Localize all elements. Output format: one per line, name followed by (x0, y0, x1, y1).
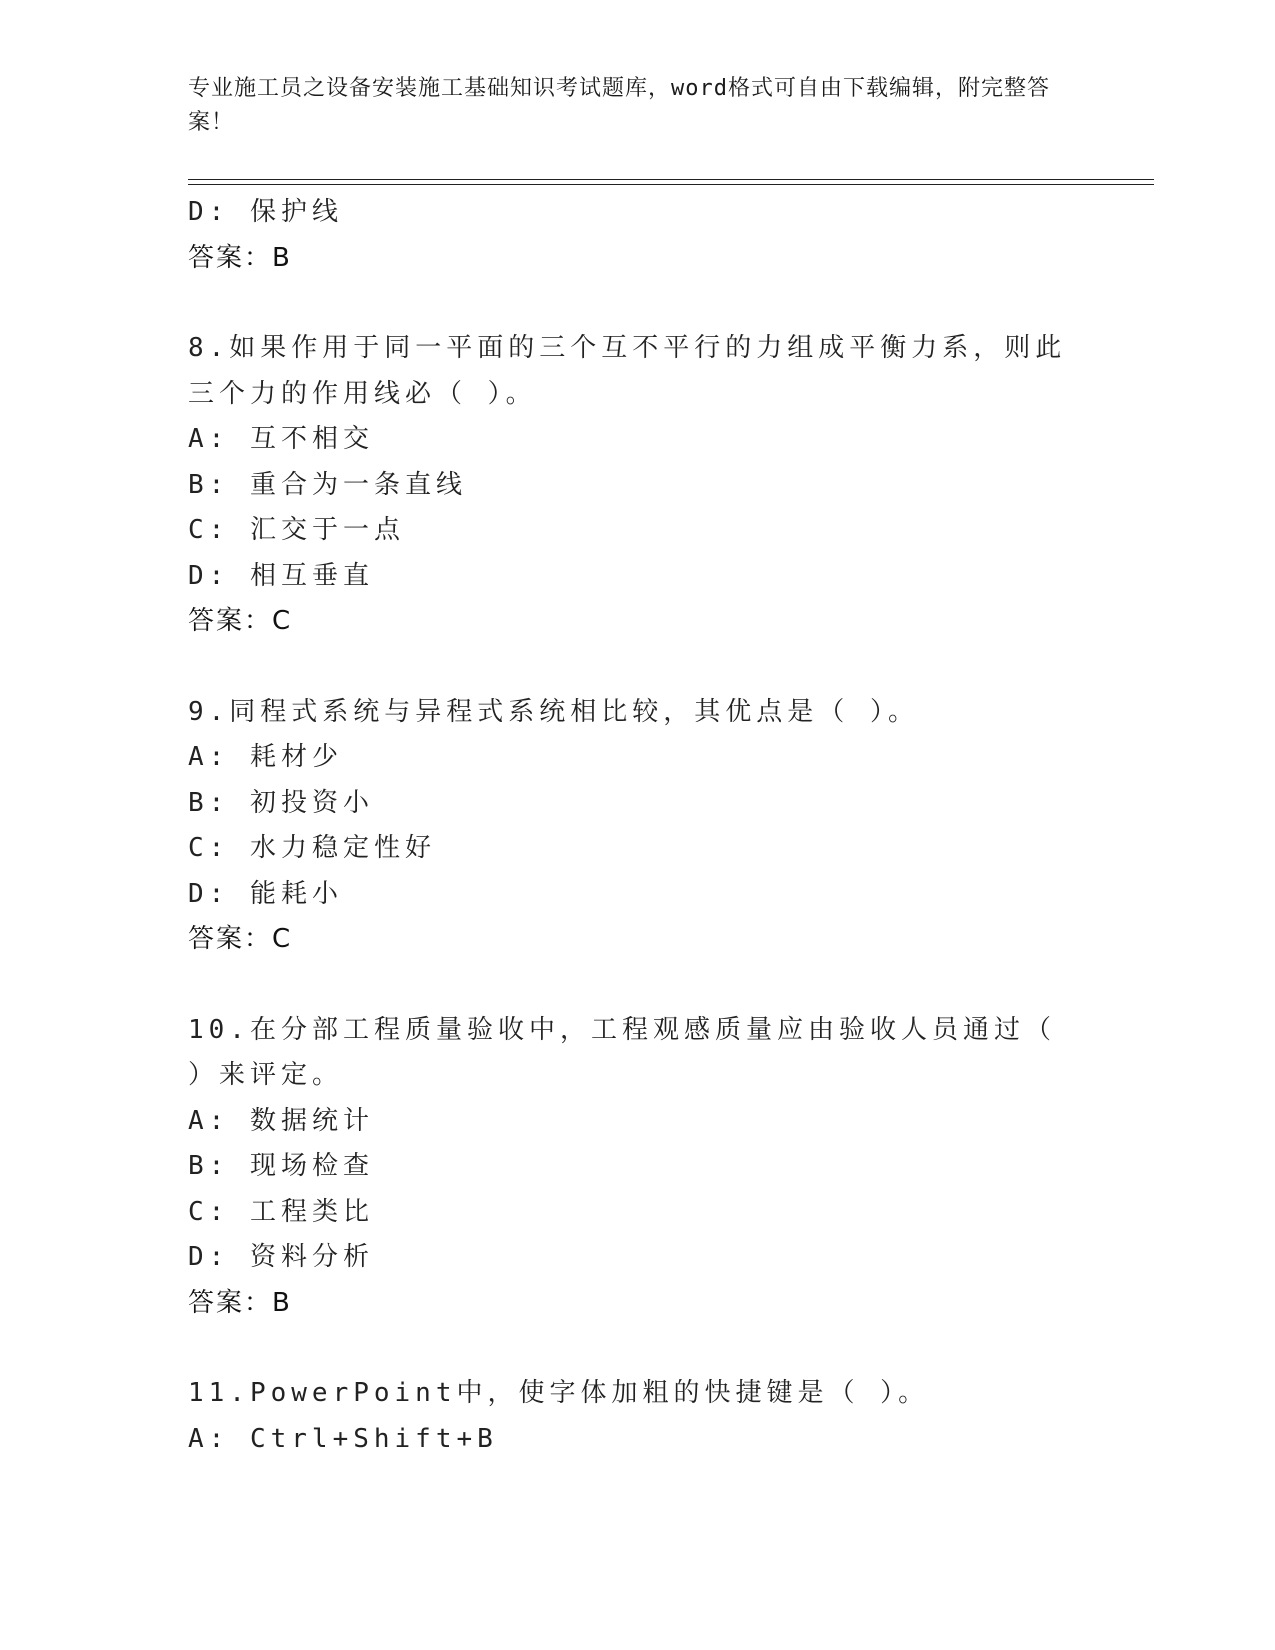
option-b: B: 现场检查 (188, 1151, 374, 1181)
option-c: C: 汇交于一点 (188, 515, 405, 545)
option-a: A: Ctrl+Shift+B (188, 1423, 498, 1454)
spacer (188, 1326, 1088, 1371)
answer-line: 答案：B (188, 242, 292, 273)
question-10 (188, 1008, 1088, 1327)
answer-line: 答案：C (188, 924, 293, 954)
spacer (188, 963, 1088, 1008)
header-divider-bottom (188, 184, 1154, 185)
question-text: 11.PowerPoint中，使字体加粗的快捷键是（ ）。 (188, 1378, 930, 1408)
option-d: D: 相互垂直 (188, 560, 374, 591)
answer-line: 答案：C (188, 606, 293, 636)
previous-question-tail (188, 190, 1088, 281)
option-c: C: 水力稳定性好 (188, 833, 436, 863)
spacer (188, 281, 1088, 326)
option-a: A: 互不相交 (188, 424, 374, 454)
option-b: B: 初投资小 (188, 787, 374, 818)
option-d: D: 能耗小 (188, 878, 343, 909)
question-8 (188, 326, 1088, 645)
question-text: 9.同程式系统与异程式系统相比较，其优点是（ ）。 (188, 696, 919, 727)
option-d: D: 保护线 (188, 197, 343, 227)
option-c: C: 工程类比 (188, 1196, 374, 1227)
option-d: D: 资料分析 (188, 1242, 374, 1272)
answer-line: 答案：B (188, 1287, 292, 1318)
question-text: 10.在分部工程质量验收中，工程观感质量应由验收人员通过（ ）来评定。 (188, 1014, 1056, 1090)
question-11 (188, 1371, 1088, 1462)
question-9 (188, 690, 1088, 963)
question-text: 8.如果作用于同一平面的三个互不平行的力组成平衡力系，则此三个力的作用线必（ ）。 (188, 333, 1067, 409)
option-a: A: 耗材少 (188, 742, 343, 772)
option-b: B: 重合为一条直线 (188, 469, 467, 500)
option-a: A: 数据统计 (188, 1105, 374, 1136)
header-divider-top (188, 179, 1154, 180)
spacer (188, 645, 1088, 690)
document-header: 专业施工员之设备安装施工基础知识考试题库，word格式可自由下载编辑，附完整答案！ (188, 76, 1050, 135)
question-list (188, 190, 1088, 1462)
